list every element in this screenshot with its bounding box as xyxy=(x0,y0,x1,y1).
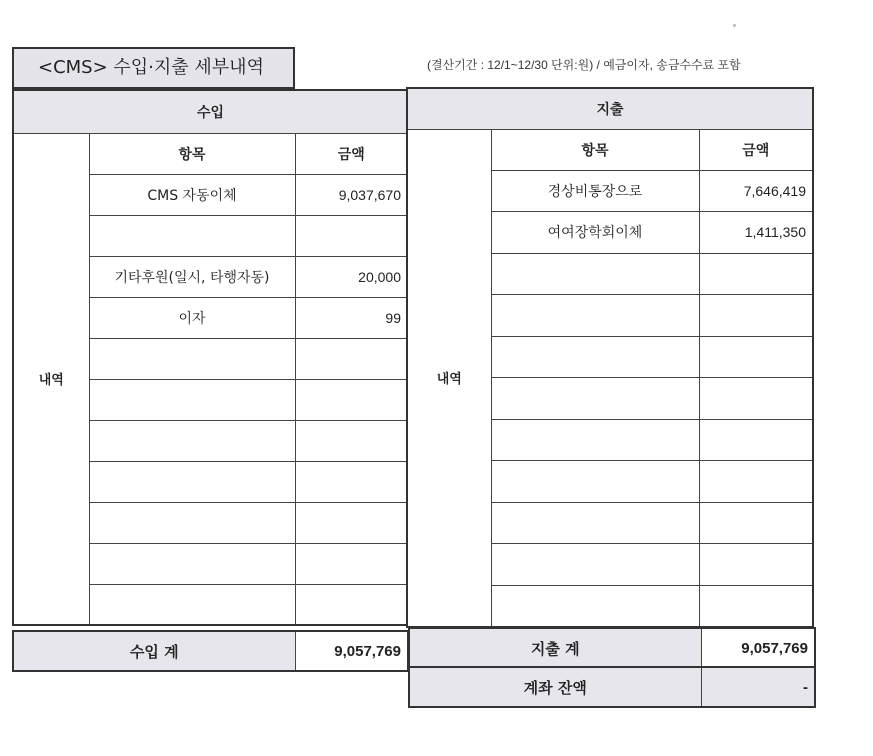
income-total-row xyxy=(12,630,409,672)
expense-amount-cell: 1,411,350 xyxy=(699,212,813,254)
expense-item-cell: 여여장학회이체 xyxy=(491,212,699,254)
expense-amount-cell xyxy=(699,378,813,420)
income-amount-cell xyxy=(295,502,408,543)
expense-header: 지출 xyxy=(407,88,813,129)
income-amount-cell xyxy=(295,543,408,584)
expense-side-label: 내역 xyxy=(407,129,491,627)
income-amount-cell xyxy=(295,420,408,461)
expense-amount-cell xyxy=(699,336,813,378)
scan-speck xyxy=(733,24,736,27)
balance-label: 계좌 잔액 xyxy=(409,667,701,707)
income-item-cell xyxy=(89,543,295,584)
income-side-label: 내역 xyxy=(13,133,89,625)
expense-item-cell xyxy=(491,295,699,337)
expense-total-row xyxy=(408,627,816,669)
expense-amount-cell: 7,646,419 xyxy=(699,170,813,212)
period-note: (결산기간 : 12/1~12/30 단위:원) / 예금이자, 송금수수료 포함 xyxy=(427,58,741,72)
expense-item-cell xyxy=(491,585,699,627)
income-col-item: 항목 xyxy=(89,133,295,174)
income-amount-cell xyxy=(295,338,408,379)
expense-amount-cell xyxy=(699,295,813,337)
income-item-cell: 기타후원(일시, 타행자동) xyxy=(89,256,295,297)
expense-col-item: 항목 xyxy=(491,129,699,170)
expense-col-amount: 금액 xyxy=(699,129,813,170)
expense-item-cell xyxy=(491,419,699,461)
income-amount-cell: 9,037,670 xyxy=(295,174,408,215)
income-total-amount: 9,057,769 xyxy=(295,631,408,671)
page-title: <CMS> 수입·지출 세부내역 xyxy=(12,47,295,89)
income-col-amount: 금액 xyxy=(295,133,408,174)
expense-amount-cell xyxy=(699,544,813,586)
income-amount-cell xyxy=(295,461,408,502)
expense-item-cell xyxy=(491,253,699,295)
income-item-cell xyxy=(89,379,295,420)
income-item-cell: 이자 xyxy=(89,297,295,338)
expense-item-cell xyxy=(491,378,699,420)
expense-amount-cell xyxy=(699,253,813,295)
expense-item-cell xyxy=(491,336,699,378)
account-balance-row xyxy=(408,666,816,708)
expense-amount-cell xyxy=(699,585,813,627)
expense-item-cell xyxy=(491,544,699,586)
income-item-cell: CMS 자동이체 xyxy=(89,174,295,215)
income-item-cell xyxy=(89,584,295,625)
income-total-label: 수입 계 xyxy=(13,631,295,671)
income-amount-cell xyxy=(295,379,408,420)
expense-item-cell xyxy=(491,502,699,544)
income-item-cell xyxy=(89,420,295,461)
income-table xyxy=(12,89,409,626)
balance-amount: - xyxy=(701,667,815,707)
income-item-cell xyxy=(89,338,295,379)
expense-amount-cell xyxy=(699,502,813,544)
expense-amount-cell xyxy=(699,461,813,503)
income-item-cell xyxy=(89,461,295,502)
income-amount-cell xyxy=(295,215,408,256)
income-amount-cell xyxy=(295,584,408,625)
expense-item-cell: 경상비통장으로 xyxy=(491,170,699,212)
income-header: 수입 xyxy=(13,90,408,133)
expense-total-label: 지출 계 xyxy=(409,628,701,668)
income-item-cell xyxy=(89,215,295,256)
income-amount-cell: 99 xyxy=(295,297,408,338)
income-item-cell xyxy=(89,502,295,543)
expense-item-cell xyxy=(491,461,699,503)
expense-table xyxy=(406,87,814,628)
expense-amount-cell xyxy=(699,419,813,461)
expense-total-amount: 9,057,769 xyxy=(701,628,815,668)
income-amount-cell: 20,000 xyxy=(295,256,408,297)
